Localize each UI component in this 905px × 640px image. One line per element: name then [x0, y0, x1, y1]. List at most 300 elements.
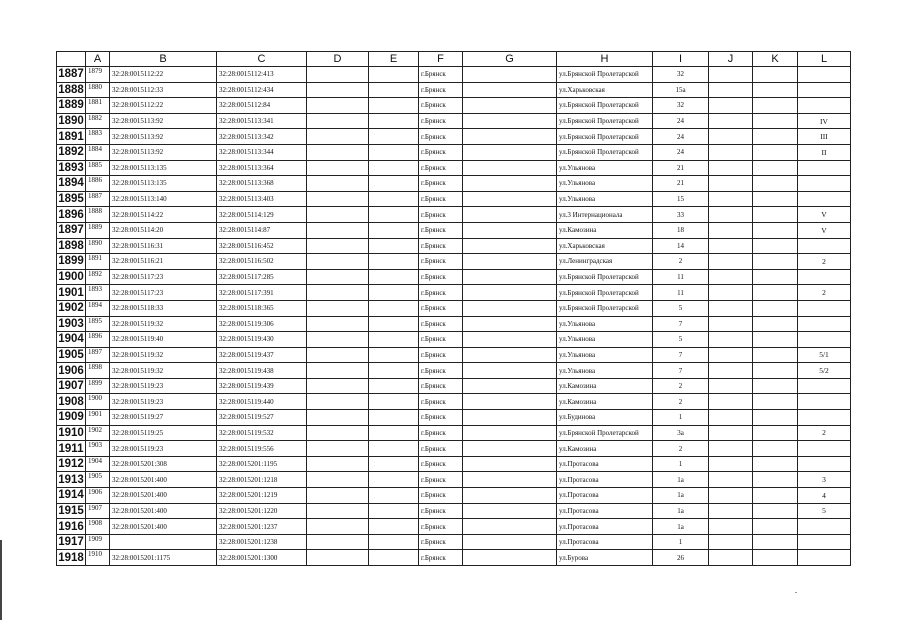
cell-e[interactable] [369, 394, 419, 410]
cell-g[interactable] [463, 300, 557, 316]
row-number[interactable]: 1918 [58, 551, 84, 564]
cell-f[interactable]: г.Брянск [419, 254, 463, 270]
cell-l[interactable]: III [798, 129, 851, 145]
cell-d[interactable] [307, 269, 369, 285]
cell-c[interactable]: 32:28:0015201:1237 [217, 519, 307, 535]
row-number[interactable]: 1887 [58, 68, 84, 81]
cell-d[interactable] [307, 332, 369, 348]
cell-a[interactable]: 1885 [86, 160, 110, 176]
cell-i[interactable]: 24 [653, 129, 709, 145]
cell-a[interactable]: 1895 [86, 316, 110, 332]
cell-k[interactable] [753, 472, 798, 488]
cell-f[interactable]: г.Брянск [419, 285, 463, 301]
cell-l[interactable]: 5 [798, 503, 851, 519]
cell-i[interactable]: 2 [653, 254, 709, 270]
cell-e[interactable] [369, 82, 419, 98]
cell-d[interactable] [307, 238, 369, 254]
cell-h[interactable]: ул.Бурова [557, 550, 653, 566]
cell-g[interactable] [463, 98, 557, 114]
cell-d[interactable] [307, 285, 369, 301]
cell-d[interactable] [307, 222, 369, 238]
cell-k[interactable] [753, 332, 798, 348]
column-header-l[interactable]: L [798, 52, 851, 67]
cell-g[interactable] [463, 222, 557, 238]
cell-f[interactable]: г.Брянск [419, 160, 463, 176]
cell-i[interactable]: 14 [653, 238, 709, 254]
cell-i[interactable]: 3а [653, 425, 709, 441]
cell-l[interactable] [798, 191, 851, 207]
cell-b[interactable]: 32:28:0015112:33 [110, 82, 217, 98]
cell-h[interactable]: ул.Брянской Пролетарской [557, 425, 653, 441]
cell-f[interactable]: г.Брянск [419, 129, 463, 145]
cell-i[interactable]: 2 [653, 394, 709, 410]
cell-c[interactable]: 32:28:0015113:364 [217, 160, 307, 176]
cell-i[interactable]: 18 [653, 222, 709, 238]
cell-b[interactable]: 32:28:0015119:23 [110, 394, 217, 410]
cell-c[interactable]: 32:28:0015116:452 [217, 238, 307, 254]
cell-l[interactable]: 3 [798, 472, 851, 488]
cell-g[interactable] [463, 519, 557, 535]
cell-h[interactable]: ул.Ульянова [557, 347, 653, 363]
cell-a[interactable]: 1899 [86, 378, 110, 394]
cell-k[interactable] [753, 269, 798, 285]
cell-h[interactable]: ул.Брянской Пролетарской [557, 285, 653, 301]
cell-f[interactable]: г.Брянск [419, 113, 463, 129]
row-number[interactable]: 1904 [58, 333, 84, 346]
cell-h[interactable]: ул.Ульянова [557, 191, 653, 207]
cell-j[interactable] [709, 144, 753, 160]
cell-f[interactable]: г.Брянск [419, 269, 463, 285]
row-number[interactable]: 1911 [57, 441, 86, 457]
cell-e[interactable] [369, 238, 419, 254]
cell-h[interactable]: ул.Брянской Пролетарской [557, 129, 653, 145]
cell-j[interactable] [709, 472, 753, 488]
row-number[interactable]: 1910 [58, 426, 84, 439]
cell-f[interactable]: г.Брянск [419, 441, 463, 457]
cell-f[interactable]: г.Брянск [419, 191, 463, 207]
cell-g[interactable] [463, 441, 557, 457]
cell-i[interactable]: 2 [653, 441, 709, 457]
cell-f[interactable]: г.Брянск [419, 363, 463, 379]
cell-k[interactable] [753, 222, 798, 238]
cell-b[interactable]: 32:28:0015119:32 [110, 316, 217, 332]
cell-c[interactable]: 32:28:0015119:440 [217, 394, 307, 410]
cell-a[interactable]: 1886 [86, 176, 110, 192]
cell-c[interactable]: 32:28:0015119:532 [217, 425, 307, 441]
cell-g[interactable] [463, 129, 557, 145]
row-number[interactable]: 1901 [58, 286, 84, 299]
cell-k[interactable] [753, 378, 798, 394]
cell-e[interactable] [369, 300, 419, 316]
cell-e[interactable] [369, 269, 419, 285]
cell-g[interactable] [463, 113, 557, 129]
cell-h[interactable]: ул.Ульянова [557, 363, 653, 379]
cell-k[interactable] [753, 285, 798, 301]
cell-a[interactable]: 1889 [86, 222, 110, 238]
cell-e[interactable] [369, 378, 419, 394]
row-number[interactable]: 1902 [58, 302, 84, 315]
cell-d[interactable] [307, 160, 369, 176]
cell-c[interactable]: 32:28:0015112:413 [217, 67, 307, 83]
cell-a[interactable]: 1897 [86, 347, 110, 363]
cell-a[interactable]: 1884 [86, 144, 110, 160]
cell-c[interactable]: 32:28:0015113:344 [217, 144, 307, 160]
cell-i[interactable]: 1 [653, 410, 709, 426]
cell-k[interactable] [753, 550, 798, 566]
cell-b[interactable]: 32:28:0015119:23 [110, 378, 217, 394]
cell-a[interactable]: 1880 [86, 82, 110, 98]
cell-c[interactable]: 32:28:0015201:1195 [217, 456, 307, 472]
cell-d[interactable] [307, 207, 369, 223]
cell-k[interactable] [753, 67, 798, 83]
cell-k[interactable] [753, 488, 798, 504]
cell-c[interactable]: 32:28:0015112:434 [217, 82, 307, 98]
cell-h[interactable]: ул.Камозина [557, 222, 653, 238]
cell-f[interactable]: г.Брянск [419, 394, 463, 410]
cell-e[interactable] [369, 222, 419, 238]
cell-f[interactable]: г.Брянск [419, 534, 463, 550]
row-number[interactable]: 1892 [58, 146, 84, 159]
cell-j[interactable] [709, 534, 753, 550]
cell-b[interactable] [110, 534, 217, 550]
row-number[interactable]: 1895 [58, 193, 84, 206]
cell-d[interactable] [307, 300, 369, 316]
cell-a[interactable]: 1902 [86, 425, 110, 441]
cell-e[interactable] [369, 191, 419, 207]
cell-c[interactable]: 32:28:0015112:84 [217, 98, 307, 114]
cell-j[interactable] [709, 191, 753, 207]
cell-l[interactable] [798, 534, 851, 550]
cell-a[interactable]: 1894 [86, 300, 110, 316]
cell-a[interactable]: 1908 [86, 519, 110, 535]
row-number[interactable]: 1916 [58, 520, 84, 533]
cell-l[interactable]: 4 [798, 488, 851, 504]
cell-a[interactable]: 1910 [86, 550, 110, 566]
cell-g[interactable] [463, 238, 557, 254]
cell-f[interactable]: г.Брянск [419, 82, 463, 98]
row-number[interactable]: 1897 [58, 224, 84, 237]
cell-j[interactable] [709, 254, 753, 270]
cell-i[interactable]: 7 [653, 363, 709, 379]
row-number[interactable]: 1903 [58, 317, 84, 330]
cell-h[interactable]: ул.Брянской Пролетарской [557, 144, 653, 160]
cell-a[interactable]: 1905 [86, 472, 110, 488]
cell-b[interactable]: 32:28:0015113:92 [110, 144, 217, 160]
cell-d[interactable] [307, 67, 369, 83]
cell-k[interactable] [753, 394, 798, 410]
cell-b[interactable]: 32:28:0015114:22 [110, 207, 217, 223]
cell-c[interactable]: 32:28:0015201:1220 [217, 503, 307, 519]
column-header-e[interactable]: E [369, 52, 419, 67]
cell-h[interactable]: ул.Брянской Пролетарской [557, 300, 653, 316]
cell-a[interactable]: 1898 [86, 363, 110, 379]
cell-l[interactable] [798, 98, 851, 114]
cell-l[interactable]: IV [798, 113, 851, 129]
cell-f[interactable]: г.Брянск [419, 207, 463, 223]
cell-b[interactable]: 32:28:0015114:20 [110, 222, 217, 238]
cell-e[interactable] [369, 67, 419, 83]
cell-l[interactable] [798, 332, 851, 348]
cell-h[interactable]: ул.Протасова [557, 488, 653, 504]
row-number[interactable]: 1906 [58, 364, 84, 377]
cell-i[interactable]: 32 [653, 67, 709, 83]
cell-l[interactable] [798, 269, 851, 285]
cell-a[interactable]: 1879 [86, 67, 110, 83]
row-number[interactable]: 1907 [58, 380, 84, 393]
row-number[interactable]: 1888 [58, 83, 84, 96]
cell-e[interactable] [369, 144, 419, 160]
cell-k[interactable] [753, 347, 798, 363]
cell-e[interactable] [369, 254, 419, 270]
cell-i[interactable]: 7 [653, 316, 709, 332]
cell-k[interactable] [753, 82, 798, 98]
cell-g[interactable] [463, 176, 557, 192]
cell-f[interactable]: г.Брянск [419, 67, 463, 83]
cell-i[interactable]: 1 [653, 456, 709, 472]
cell-d[interactable] [307, 113, 369, 129]
cell-i[interactable]: 24 [653, 144, 709, 160]
cell-d[interactable] [307, 488, 369, 504]
row-number[interactable]: 1894 [58, 177, 84, 190]
cell-c[interactable]: 32:28:0015201:1219 [217, 488, 307, 504]
cell-i[interactable]: 1а [653, 472, 709, 488]
cell-c[interactable]: 32:28:0015114:129 [217, 207, 307, 223]
cell-l[interactable] [798, 519, 851, 535]
cell-k[interactable] [753, 316, 798, 332]
cell-a[interactable]: 1890 [86, 238, 110, 254]
cell-c[interactable]: 32:28:0015116:502 [217, 254, 307, 270]
cell-h[interactable]: ул.Ленинградская [557, 254, 653, 270]
cell-j[interactable] [709, 98, 753, 114]
cell-f[interactable]: г.Брянск [419, 222, 463, 238]
row-number[interactable]: 1909 [58, 411, 84, 424]
cell-c[interactable]: 32:28:0015113:341 [217, 113, 307, 129]
cell-b[interactable]: 32:28:0015113:135 [110, 160, 217, 176]
column-header-i[interactable]: I [653, 52, 709, 67]
cell-k[interactable] [753, 129, 798, 145]
cell-i[interactable]: 7 [653, 347, 709, 363]
row-number[interactable]: 1908 [58, 395, 84, 408]
cell-j[interactable] [709, 269, 753, 285]
cell-i[interactable]: 1а [653, 503, 709, 519]
cell-d[interactable] [307, 363, 369, 379]
cell-g[interactable] [463, 394, 557, 410]
cell-i[interactable]: 1а [653, 519, 709, 535]
cell-k[interactable] [753, 191, 798, 207]
cell-j[interactable] [709, 129, 753, 145]
cell-b[interactable]: 32:28:0015119:25 [110, 425, 217, 441]
cell-g[interactable] [463, 363, 557, 379]
cell-d[interactable] [307, 144, 369, 160]
cell-h[interactable]: ул.Ульянова [557, 176, 653, 192]
cell-f[interactable]: г.Брянск [419, 550, 463, 566]
cell-f[interactable]: г.Брянск [419, 456, 463, 472]
cell-b[interactable]: 32:28:0015119:32 [110, 347, 217, 363]
cell-j[interactable] [709, 456, 753, 472]
cell-k[interactable] [753, 113, 798, 129]
cell-l[interactable] [798, 300, 851, 316]
column-header-f[interactable]: F [419, 52, 463, 67]
cell-k[interactable] [753, 176, 798, 192]
cell-h[interactable]: ул.Протасова [557, 503, 653, 519]
cell-j[interactable] [709, 363, 753, 379]
cell-c[interactable]: 32:28:0015119:556 [217, 441, 307, 457]
cell-f[interactable]: г.Брянск [419, 347, 463, 363]
cell-d[interactable] [307, 254, 369, 270]
cell-b[interactable]: 32:28:0015118:33 [110, 300, 217, 316]
cell-j[interactable] [709, 425, 753, 441]
cell-l[interactable]: 2 [798, 425, 851, 441]
cell-b[interactable]: 32:28:0015201:400 [110, 488, 217, 504]
cell-d[interactable] [307, 378, 369, 394]
cell-l[interactable] [798, 456, 851, 472]
cell-g[interactable] [463, 503, 557, 519]
cell-j[interactable] [709, 332, 753, 348]
column-header-c[interactable]: C [217, 52, 307, 67]
cell-e[interactable] [369, 550, 419, 566]
cell-k[interactable] [753, 519, 798, 535]
cell-d[interactable] [307, 347, 369, 363]
row-number[interactable]: 1899 [58, 255, 84, 268]
row-number[interactable]: 1896 [58, 208, 84, 221]
cell-a[interactable]: 1892 [86, 269, 110, 285]
cell-a[interactable]: 1900 [86, 394, 110, 410]
cell-k[interactable] [753, 363, 798, 379]
cell-k[interactable] [753, 207, 798, 223]
cell-h[interactable]: ул.Протасова [557, 456, 653, 472]
cell-h[interactable]: ул.Брянской Пролетарской [557, 113, 653, 129]
cell-a[interactable]: 1893 [86, 285, 110, 301]
cell-b[interactable]: 32:28:0015201:400 [110, 519, 217, 535]
cell-l[interactable] [798, 441, 851, 457]
cell-h[interactable]: ул.Камозина [557, 441, 653, 457]
cell-d[interactable] [307, 534, 369, 550]
cell-j[interactable] [709, 300, 753, 316]
cell-g[interactable] [463, 67, 557, 83]
cell-j[interactable] [709, 113, 753, 129]
cell-k[interactable] [753, 425, 798, 441]
column-header-j[interactable]: J [709, 52, 753, 67]
cell-b[interactable]: 32:28:0015119:40 [110, 332, 217, 348]
cell-j[interactable] [709, 67, 753, 83]
cell-b[interactable]: 32:28:0015201:308 [110, 456, 217, 472]
cell-j[interactable] [709, 176, 753, 192]
cell-d[interactable] [307, 129, 369, 145]
cell-h[interactable]: ул.Ульянова [557, 332, 653, 348]
cell-f[interactable]: г.Брянск [419, 176, 463, 192]
cell-g[interactable] [463, 347, 557, 363]
cell-b[interactable]: 32:28:0015113:92 [110, 113, 217, 129]
cell-k[interactable] [753, 98, 798, 114]
cell-f[interactable]: г.Брянск [419, 144, 463, 160]
cell-e[interactable] [369, 472, 419, 488]
cell-b[interactable]: 32:28:0015117:23 [110, 269, 217, 285]
cell-j[interactable] [709, 410, 753, 426]
cell-h[interactable]: ул.Брянской Пролетарской [557, 98, 653, 114]
cell-b[interactable]: 32:28:0015119:27 [110, 410, 217, 426]
cell-e[interactable] [369, 207, 419, 223]
cell-h[interactable]: ул.Харьковская [557, 238, 653, 254]
cell-b[interactable]: 32:28:0015116:21 [110, 254, 217, 270]
cell-j[interactable] [709, 347, 753, 363]
cell-l[interactable] [798, 160, 851, 176]
cell-h[interactable]: ул.Ульянова [557, 316, 653, 332]
cell-e[interactable] [369, 160, 419, 176]
cell-d[interactable] [307, 82, 369, 98]
cell-h[interactable]: ул.3 Интернационала [557, 207, 653, 223]
cell-i[interactable]: 15 [653, 191, 709, 207]
row-number[interactable]: 1917 [58, 536, 84, 549]
cell-f[interactable]: г.Брянск [419, 98, 463, 114]
cell-e[interactable] [369, 519, 419, 535]
cell-i[interactable]: 5 [653, 300, 709, 316]
cell-l[interactable] [798, 316, 851, 332]
cell-l[interactable] [798, 394, 851, 410]
cell-g[interactable] [463, 410, 557, 426]
row-number[interactable]: 1915 [58, 504, 84, 517]
cell-h[interactable]: ул.Брянской Пролетарской [557, 67, 653, 83]
cell-g[interactable] [463, 285, 557, 301]
cell-j[interactable] [709, 394, 753, 410]
cell-c[interactable]: 32:28:0015113:403 [217, 191, 307, 207]
cell-e[interactable] [369, 410, 419, 426]
cell-i[interactable]: 2 [653, 378, 709, 394]
cell-j[interactable] [709, 160, 753, 176]
cell-c[interactable]: 32:28:0015201:1238 [217, 534, 307, 550]
cell-i[interactable]: 15а [653, 82, 709, 98]
cell-b[interactable]: 32:28:0015201:400 [110, 472, 217, 488]
cell-e[interactable] [369, 176, 419, 192]
cell-a[interactable]: 1909 [86, 534, 110, 550]
cell-d[interactable] [307, 425, 369, 441]
cell-d[interactable] [307, 441, 369, 457]
cell-h[interactable]: ул.Протасова [557, 534, 653, 550]
cell-i[interactable]: 1 [653, 534, 709, 550]
cell-g[interactable] [463, 316, 557, 332]
row-number[interactable]: 1914 [58, 489, 84, 502]
cell-d[interactable] [307, 394, 369, 410]
cell-i[interactable]: 11 [653, 269, 709, 285]
cell-k[interactable] [753, 456, 798, 472]
cell-d[interactable] [307, 410, 369, 426]
cell-b[interactable]: 32:28:0015112:22 [110, 67, 217, 83]
cell-l[interactable] [798, 378, 851, 394]
cell-i[interactable]: 21 [653, 176, 709, 192]
cell-i[interactable]: 5 [653, 332, 709, 348]
cell-c[interactable]: 32:28:0015119:527 [217, 410, 307, 426]
cell-c[interactable]: 32:28:0015113:342 [217, 129, 307, 145]
cell-c[interactable]: 32:28:0015201:1218 [217, 472, 307, 488]
cell-e[interactable] [369, 347, 419, 363]
cell-a[interactable]: 1882 [86, 113, 110, 129]
cell-e[interactable] [369, 316, 419, 332]
cell-b[interactable]: 32:28:0015117:23 [110, 285, 217, 301]
column-header-g[interactable]: G [463, 52, 557, 67]
cell-h[interactable]: ул.Протасова [557, 472, 653, 488]
cell-g[interactable] [463, 160, 557, 176]
cell-b[interactable]: 32:28:0015119:32 [110, 363, 217, 379]
cell-g[interactable] [463, 254, 557, 270]
cell-a[interactable]: 1903 [86, 441, 110, 457]
cell-l[interactable]: 5/2 [798, 363, 851, 379]
cell-i[interactable]: 32 [653, 98, 709, 114]
column-header-k[interactable]: K [753, 52, 798, 67]
cell-k[interactable] [753, 503, 798, 519]
cell-e[interactable] [369, 98, 419, 114]
cell-c[interactable]: 32:28:0015113:368 [217, 176, 307, 192]
cell-l[interactable] [798, 67, 851, 83]
cell-i[interactable]: 24 [653, 113, 709, 129]
